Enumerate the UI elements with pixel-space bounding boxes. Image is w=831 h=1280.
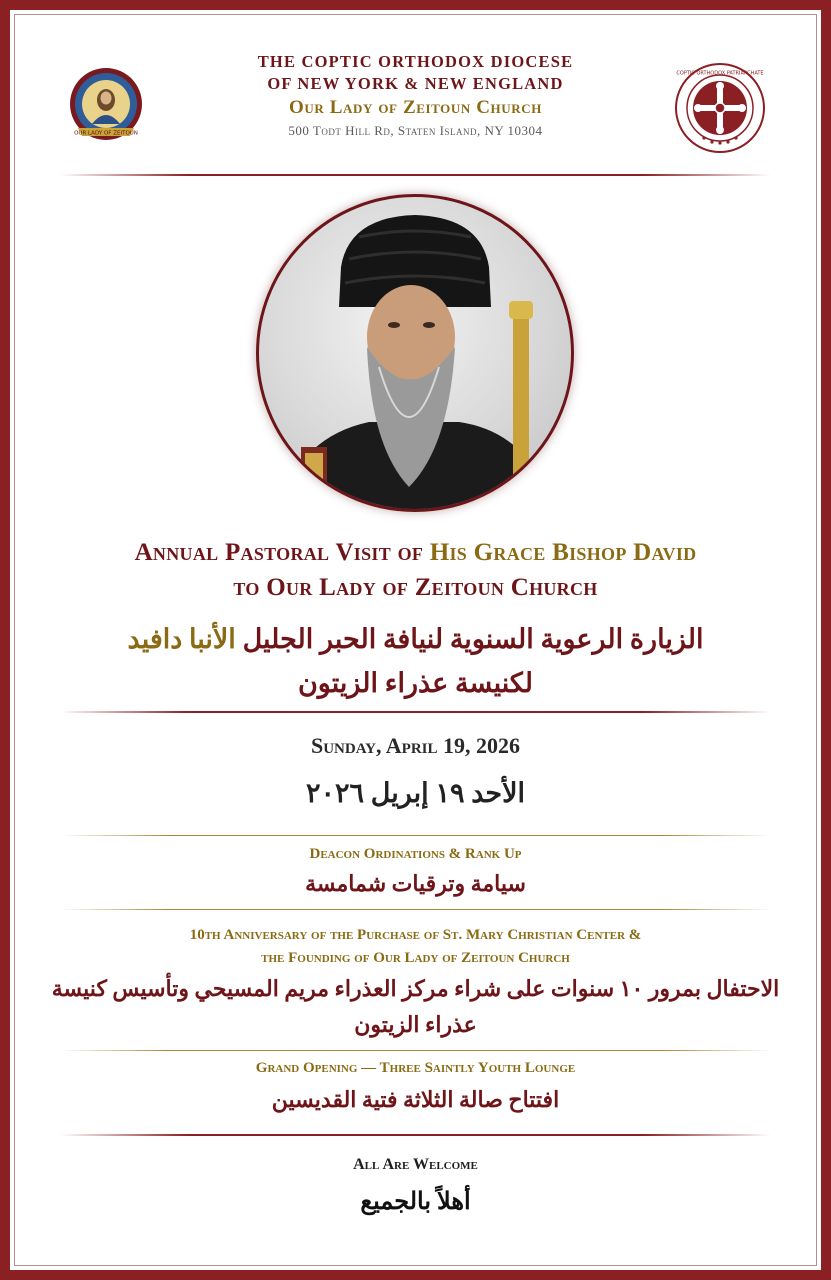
title-divider: [60, 711, 771, 713]
church-address: 500 Todt Hill Rd, Staten Island, NY 10304: [288, 123, 543, 138]
diocese-name-line1: THE COPTIC ORTHODOX DIOCESE: [257, 52, 574, 71]
event-title-en-line1: [10, 539, 821, 567]
event-title-en-highlight: His Grace Bishop David: [429, 539, 697, 566]
event-date-ar: الأحد ١٩ إبريل ٢٠٢٦: [306, 778, 525, 808]
welcome-en: All Are Welcome: [353, 1156, 478, 1173]
flyer: [10, 10, 821, 1270]
event-title-en-part1: Annual Pastoral Visit of: [134, 539, 430, 566]
welcome-ar: أهلاً بالجميع: [360, 1189, 471, 1215]
welcome-divider: [60, 1134, 771, 1136]
date-divider: [60, 835, 771, 836]
logo-right-text: COPTIC ORTHODOX PATRIARCHATE: [676, 70, 764, 77]
item-ordinations-en: Deacon Ordinations & Rank Up: [309, 846, 522, 862]
item-anniversary-ar-line1: الاحتفال بمرور ١٠ سنوات على شراء مركز العذراء مريم المسيحي وتأسيس كنيسة: [51, 976, 780, 1001]
item-divider-1: [60, 909, 771, 910]
bishop-portrait-icon: [259, 197, 571, 509]
logo-left-text: OUR LADY OF ZEITOUN: [74, 130, 138, 137]
item-ordinations-ar: سيامة وترقيات شمامسة: [305, 871, 526, 896]
item-anniversary-en-line2: the Founding of Our Lady of Zeitoun Church: [261, 950, 570, 966]
event-title-ar-highlight: الأنبا دافيد: [127, 624, 236, 654]
diocese-name-line2: OF NEW YORK & NEW ENGLAND: [267, 74, 564, 93]
item-divider-2: [60, 1050, 771, 1051]
bishop-portrait: [256, 194, 574, 512]
header-divider: [60, 174, 771, 176]
event-title-ar-line2: لكنيسة عذراء الزيتون: [297, 668, 534, 698]
event-title-ar-part1: الزيارة الرعوية السنوية لنيافة الحبر الجليل: [235, 624, 704, 654]
item-anniversary-en-line1: 10th Anniversary of the Purchase of St. Mary Christian Center &: [189, 927, 642, 943]
event-title-en-line2: to Our Lady of Zeitoun Church: [233, 574, 598, 601]
church-name: Our Lady of Zeitoun Church: [289, 97, 542, 118]
item-lounge-ar: افتتاح صالة الثلاثة فتية القديسين: [271, 1087, 560, 1112]
event-title-ar-line1: [10, 624, 821, 655]
item-anniversary-ar-line2: عذراء الزيتون: [354, 1012, 477, 1037]
event-date-en: Sunday, April 19, 2026: [310, 733, 521, 758]
item-lounge-en: Grand Opening — Three Saintly Youth Lounge: [255, 1060, 576, 1076]
